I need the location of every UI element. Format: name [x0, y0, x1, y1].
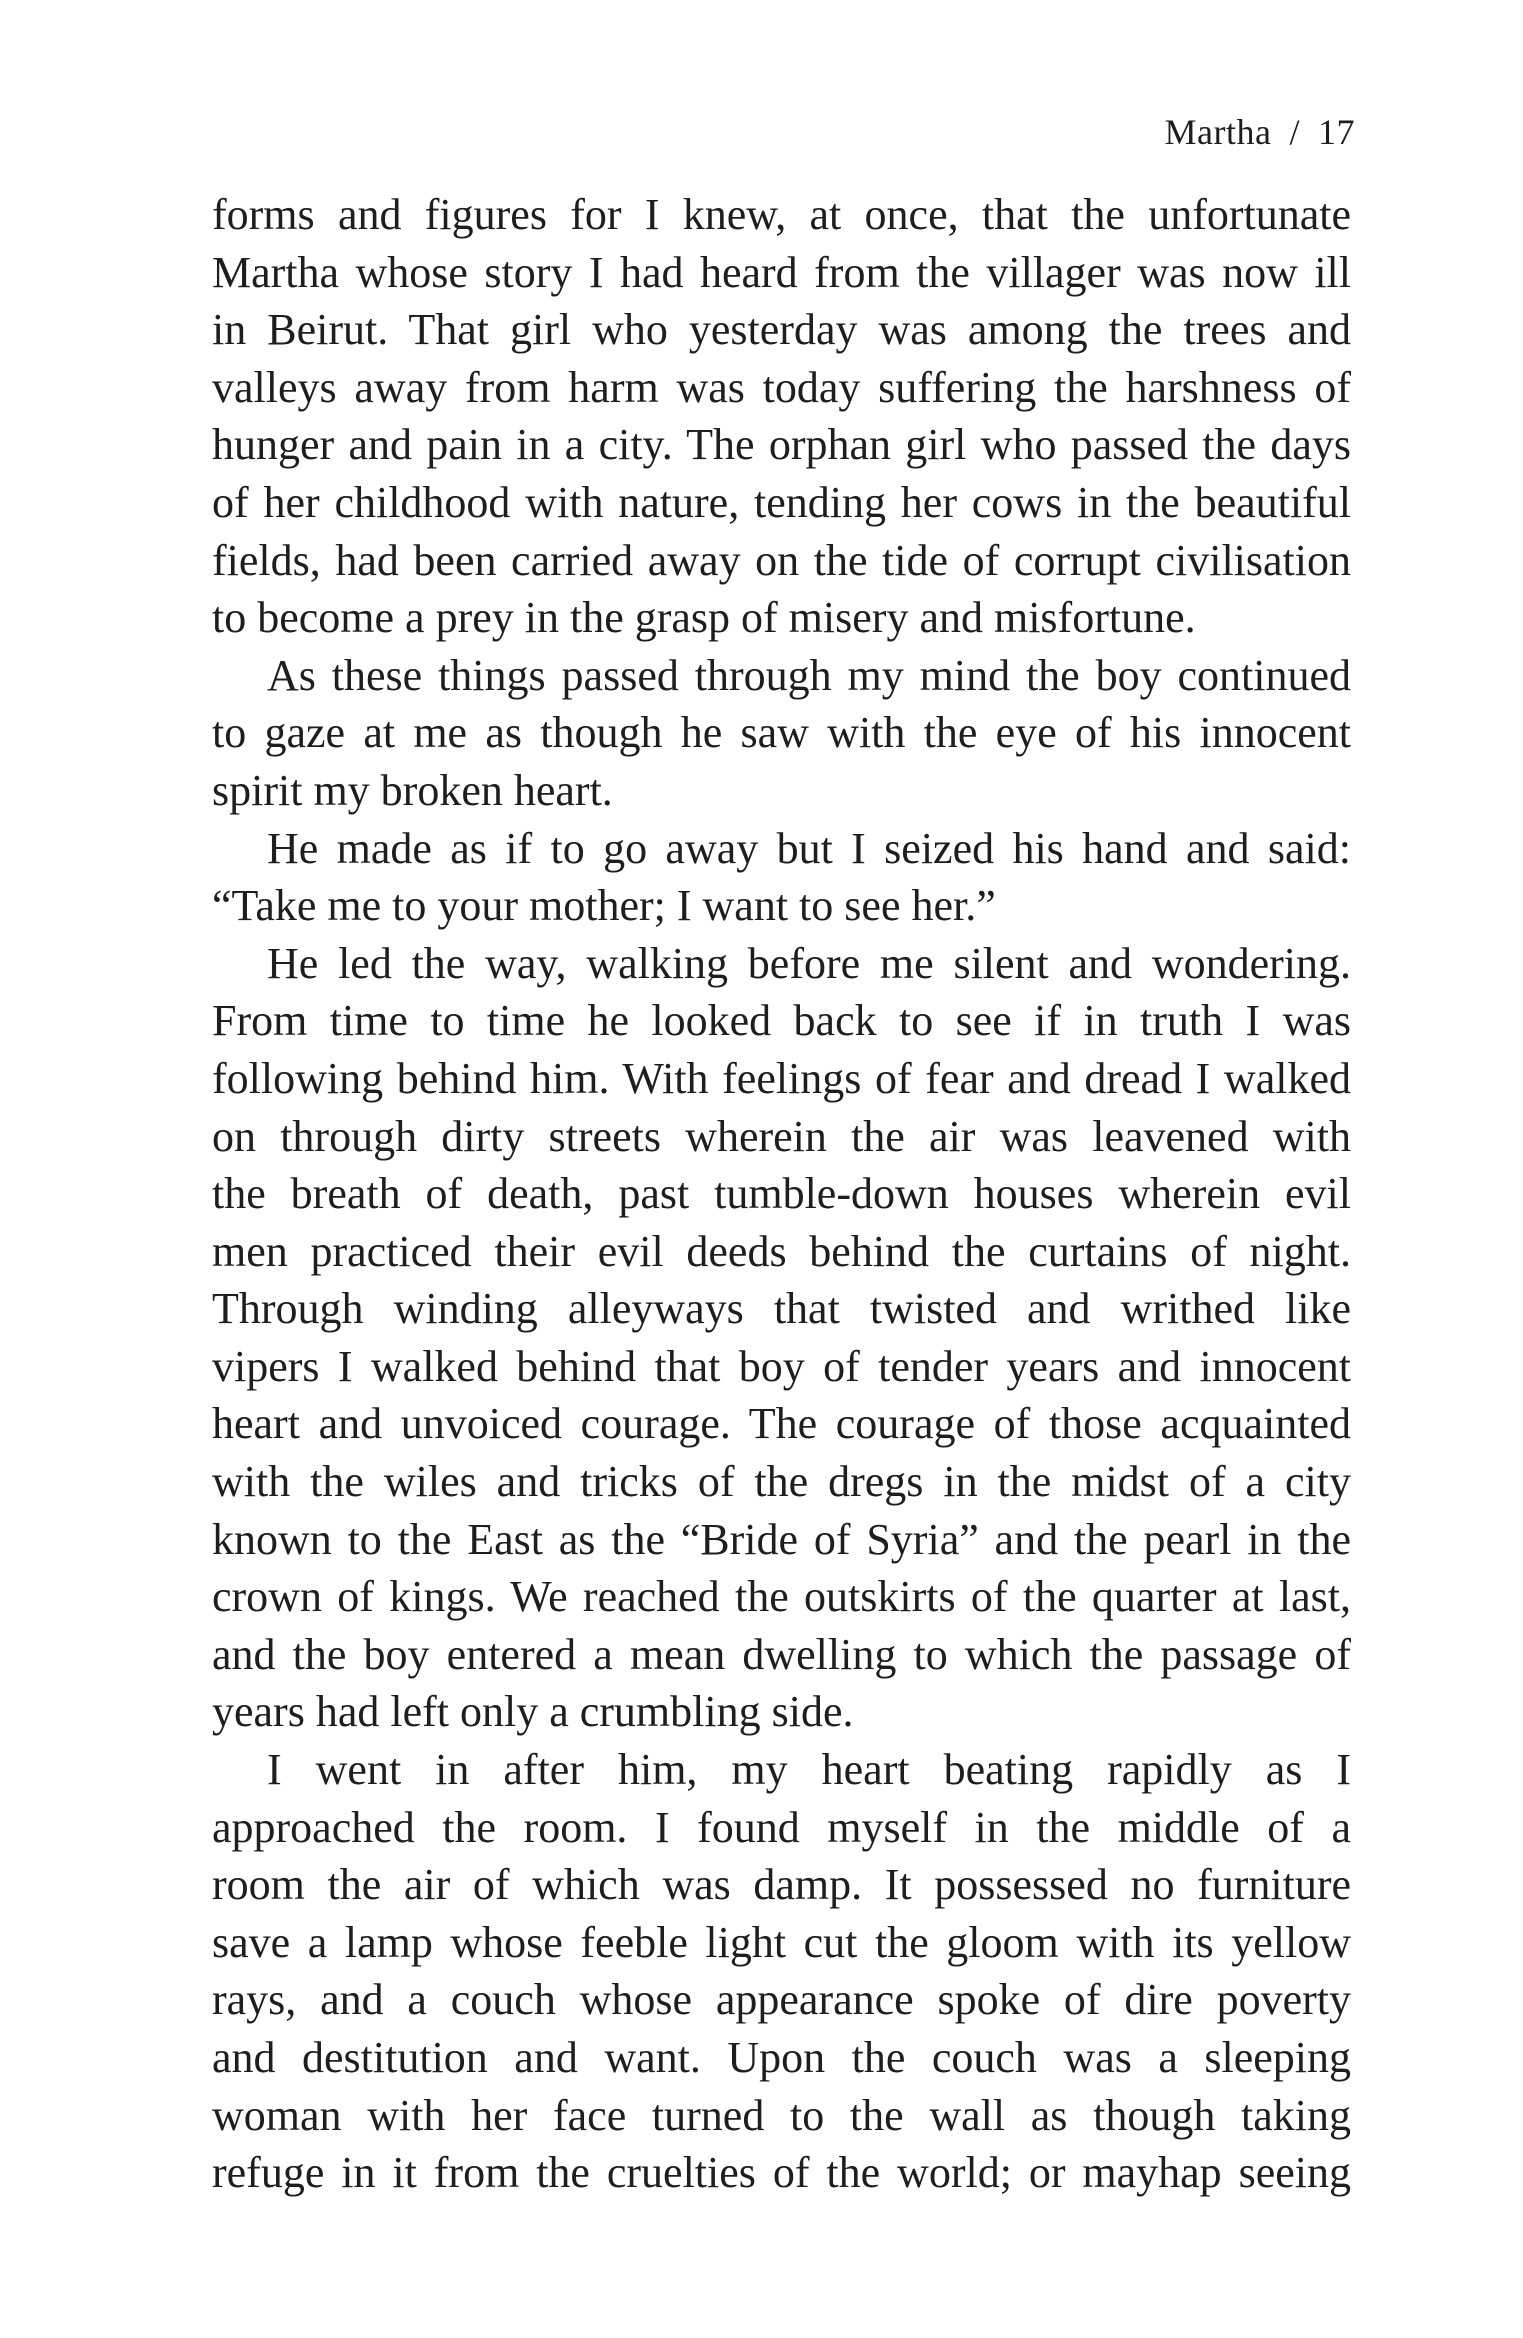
text-line: Through winding alleyways that twisted and writhed like — [212, 1284, 1351, 1334]
text-line: rays, and a couch whose appearance spoke of dire poverty — [212, 1975, 1351, 2025]
paragraph — [212, 186, 1351, 647]
text-line: Martha whose story I had heard from the villager was now ill — [212, 247, 1351, 297]
text-line: and the boy entered a mean dwelling to which the passage of — [212, 1629, 1351, 1679]
text-line: fields, had been carried away on the tide of corrupt civilisation — [212, 535, 1351, 585]
paragraph — [212, 820, 1351, 935]
text-line: forms and figures for I knew, at once, that the unfortunate — [212, 190, 1351, 239]
text-line: of her childhood with nature, tending her cows in the beautiful — [212, 477, 1351, 527]
text-line: save a lamp whose feeble light cut the gloom with its yellow — [212, 1917, 1351, 1967]
text-line: “Take me to your mother; I want to see her.” — [212, 881, 996, 931]
body-text — [212, 186, 1351, 2202]
text-line: on through dirty streets wherein the air was leavened with — [212, 1111, 1351, 1161]
text-line: room the air of which was damp. It possessed no furniture — [212, 1860, 1351, 1910]
text-line: As these things passed through my mind the boy continued — [267, 650, 1351, 700]
text-line: to become a prey in the grasp of misery and misfortune. — [212, 593, 1196, 643]
text-line: men practiced their evil deeds behind the curtains of night. — [212, 1226, 1351, 1276]
text-line: and destitution and want. Upon the couch was a sleeping — [212, 2033, 1351, 2082]
text-line: the breath of death, past tumble-down houses wherein evil — [212, 1169, 1351, 1219]
text-line: From time to time he looked back to see if in truth I was — [212, 996, 1351, 1046]
text-line: woman with her face turned to the wall as though taking — [212, 2090, 1351, 2140]
text-line: He made as if to go away but I seized his hand and said: — [267, 823, 1351, 873]
running-head-title: Martha — [1164, 112, 1272, 152]
paragraph — [212, 935, 1351, 1741]
running-head-separator: / — [1289, 112, 1300, 152]
paragraph — [212, 1741, 1351, 2202]
text-line: spirit my broken heart. — [212, 765, 613, 815]
running-head — [1165, 108, 1355, 156]
text-line: vipers I walked behind that boy of tender years and innocent — [212, 1341, 1351, 1391]
text-line: approached the room. I found myself in the middle of a — [212, 1802, 1351, 1852]
text-line: refuge in it from the cruelties of the world; or mayhap seeing — [212, 2148, 1351, 2198]
text-line: known to the East as the “Bride of Syria” and the pearl in the — [212, 1514, 1351, 1564]
text-line: in Beirut. That girl who yesterday was among the trees and — [212, 305, 1351, 355]
text-line: following behind him. With feelings of fear and dread I walked — [212, 1053, 1351, 1103]
text-line: crown of kings. We reached the outskirts of the quarter at last, — [212, 1572, 1351, 1622]
page-number: 17 — [1318, 112, 1355, 152]
text-line: to gaze at me as though he saw with the eye of his innocent — [212, 708, 1351, 758]
text-line: heart and unvoiced courage. The courage of those acquainted — [212, 1399, 1351, 1449]
text-line: I went in after him, my heart beating rapidly as I — [267, 1745, 1351, 1795]
text-line: valleys away from harm was today suffering the harshness of — [212, 362, 1351, 412]
text-line: hunger and pain in a city. The orphan girl who passed the days — [212, 420, 1351, 470]
paragraph — [212, 647, 1351, 820]
text-line: He led the way, walking before me silent and wondering. — [267, 938, 1351, 988]
text-line: years had left only a crumbling side. — [212, 1687, 854, 1737]
text-line: with the wiles and tricks of the dregs in the midst of a city — [212, 1457, 1351, 1507]
